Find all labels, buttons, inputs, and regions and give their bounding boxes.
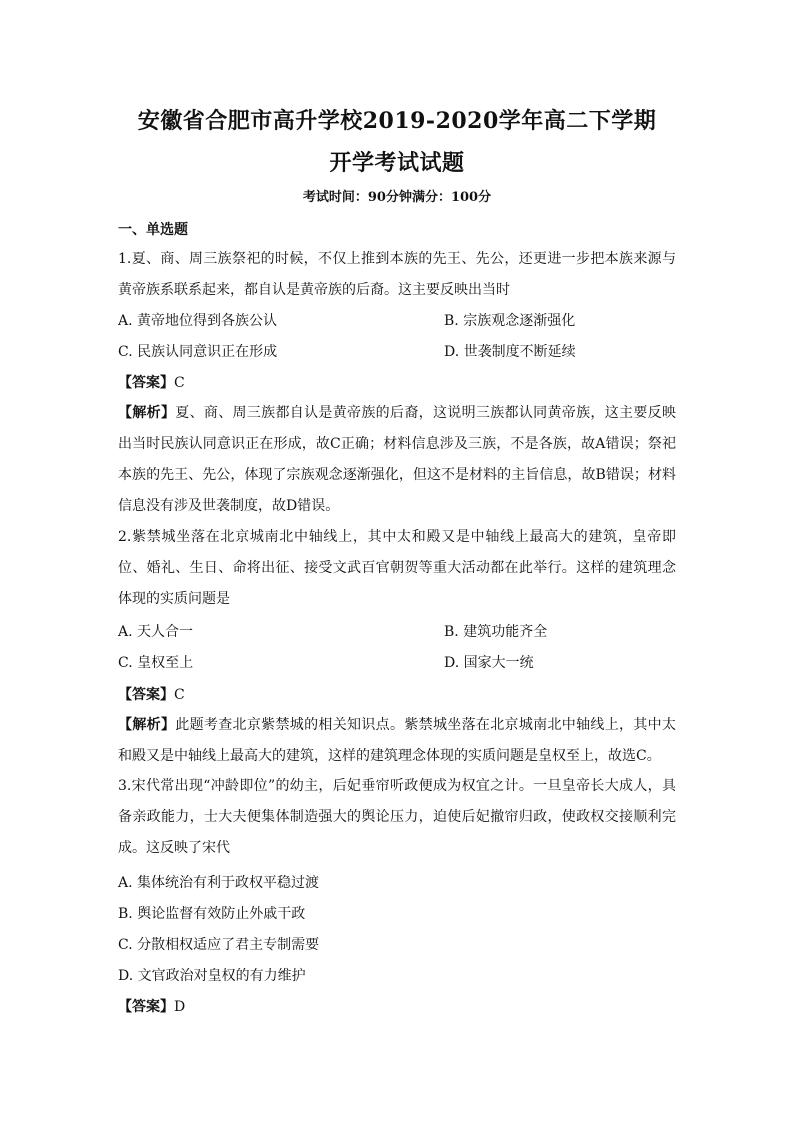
question-3-answer	[118, 996, 185, 1016]
analysis-text: 此题考查北京紫禁城的相关知识点。紫禁城坐落在北京城南北中轴线上，其中太和殿又是中轴线上最高大的建筑，这样的建筑理念体现的实质问题是皇权至上，故选C。	[118, 717, 677, 764]
question-2-stem: 2.紫禁城坐落在北京城南北中轴线上，其中太和殿又是中轴线上最高大的建筑，皇帝即位、婚礼、生日、命将出征、接受文武百官朝贺等重大活动都在此举行。这样的建筑理念体现的实质问题是	[118, 529, 676, 607]
question-1-option-c: C. 民族认同意识正在形成	[118, 344, 278, 360]
answer-label: 【答案】	[118, 999, 174, 1015]
question-3-option-b: B. 舆论监督有效防止外戚干政	[118, 906, 306, 922]
question-1-answer	[118, 372, 185, 392]
answer-label: 【答案】	[118, 687, 174, 703]
question-1-stem: 1.夏、商、周三族祭祀的时候，不仅上推到本族的先王、先公，还更进一步把本族来源与黄帝族系联系起来，都自认是黄帝族的后裔。这主要反映出当时	[118, 251, 676, 298]
document-title-line2: 开学考试试题	[329, 150, 465, 176]
analysis-label: 【解析】	[118, 717, 176, 733]
question-1-analysis	[118, 398, 676, 522]
question-1-option-a: A. 黄帝地位得到各族公认	[118, 313, 278, 329]
section-heading: 一、单选题	[118, 222, 188, 238]
document-title-line1: 安徽省合肥市高升学校2019-2020学年高二下学期	[137, 108, 657, 134]
question-1-option-d: D. 世袭制度不断延续	[444, 344, 576, 360]
question-3-option-a: A. 集体统治有利于政权平稳过渡	[118, 875, 320, 891]
question-2-answer	[118, 684, 185, 704]
question-2-option-a: A. 天人合一	[118, 624, 194, 640]
question-2-option-c: C. 皇权至上	[118, 655, 194, 671]
question-2-option-b: B. 建筑功能齐全	[444, 624, 548, 640]
question-3-option-c: C. 分散相权适应了君主专制需要	[118, 937, 320, 953]
question-2-option-d: D. 国家大一统	[444, 655, 534, 671]
answer-label: 【答案】	[118, 375, 174, 391]
analysis-text: 夏、商、周三族都自认是黄帝族的后裔，这说明三族都认同黄帝族，这主要反映出当时民族认同意识正在形成，故C正确；材料信息涉及三族，不是各族，故A错误；祭祀本族的先王、先公，体现了宗族观念逐渐强化，但这不是材料的主旨信息，故B错误；材料信息没有涉及世袭制度，故D错误。	[118, 405, 677, 514]
answer-value: C	[174, 375, 185, 391]
question-3-option-d: D. 文官政治对皇权的有力维护	[118, 968, 306, 984]
analysis-label: 【解析】	[118, 405, 176, 421]
question-3-stem: 3.宋代常出现“冲龄即位”的幼主，后妃垂帘听政便成为权宜之计。一旦皇帝长大成人，具备亲政能力，士大夫便集体制造强大的舆论压力，迫使后妃撤帘归政，使政权交接顺利完成。这反映了宋代	[118, 778, 676, 856]
question-2-analysis	[118, 710, 676, 772]
answer-value: D	[174, 999, 186, 1015]
exam-info: 考试时间：90分钟满分：100分	[302, 190, 492, 205]
answer-value: C	[174, 687, 185, 703]
question-1-option-b: B. 宗族观念逐渐强化	[444, 313, 576, 329]
